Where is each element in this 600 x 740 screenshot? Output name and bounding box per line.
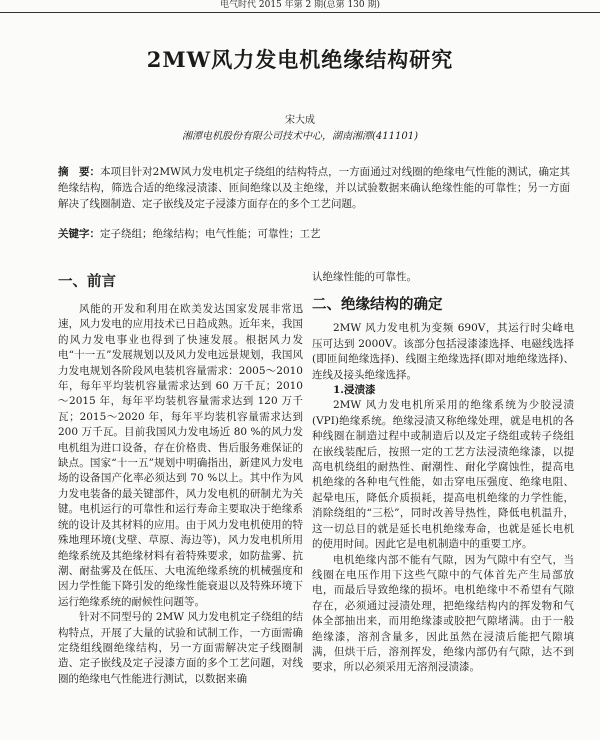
keywords xyxy=(58,226,570,242)
section-1-heading: 一、前言 xyxy=(58,274,116,290)
author: 宋大成 xyxy=(285,115,315,126)
abstract-text: 本项目针对2MW风力发电机定子绕组的结构特点，一方面通过对线圈的绝缘电气性能的测试，确定其绝缘结构，筛选合适的绝缘浸渍漆、匝间绝缘以及主绝缘，并以试验数据来确认绝缘性能的可靠性；另一方面解决了线圈制造、定子嵌线及定子浸漆方面存在的多个工艺问题。 xyxy=(58,166,570,210)
subsection-heading: 1.浸渍漆 xyxy=(333,384,376,397)
running-head: 电气时代 2015 年第 2 期(总第 130 期) xyxy=(0,0,600,13)
affiliation: 湘潭电机股份有限公司技术中心，湖南湘潭(411101) xyxy=(182,131,418,142)
paper-title: 2MW风力发电机绝缘结构研究 xyxy=(146,47,454,72)
abstract-label: 摘 要： xyxy=(58,166,101,178)
body-paragraph: 针对不同型号的 2MW 风力发电机定子绕组的结构特点，开展了大量的试验和试制工作，一方面需确定绕组线圈绝缘结构，另一方面需解决定子线圈制造、定子嵌线及定子浸漆方面的多个工艺问题，对线圈的绝缘电气性能进行测试，以数据来确 xyxy=(58,611,303,685)
right-column xyxy=(312,270,574,676)
body-paragraph-continued: 认绝缘性能的可靠性。 xyxy=(312,271,417,283)
left-column xyxy=(58,272,303,687)
abstract xyxy=(58,164,570,212)
body-paragraph: 风能的开发和利用在欧美发达国家发展非常迅速，风力发电的应用技术已日趋成熟。近年来，我国的风力发电事业也得到了快速发展。根据风力发电“十一五”发展规划以及风力发电远景规划，我国风力发电规划各阶段风电装机容量需求：2005～2010 年，每年平均装机容量需求达到 60 万千瓦；2010～2015 年，每年平均装机容量需求达到 120 万千瓦；2015～2020 年，每年平均装机容量需求达到 200 万千瓦。目前我国风力发电场近 80 %的风力发电机组为进口设备，存在价格贵、售后服务难保证的缺点。国家“十一五”规划中明确指出，新建风力发电场的设备国产化率必须达到 70 %以上。其中作为风力发电装备的最关键部件，风力发电机的研制尤为关键。电机运行的可靠性和运行寿命主要取决于绝缘系统的设计及其材料的应用。由于风力发电机使用的特殊地理环境(戈壁、草原、海边等)，风力发电机所用绝缘系统及其绝缘材料有着特殊要求，如防盐雾、抗潮、耐盐雾及在低压、大电流绝缘系统的机械强度和因力学性能下降引发的绝缘性能衰退以及特殊环境下运行绝缘系统的耐候性问题等。 xyxy=(58,303,303,608)
body-paragraph: 2MW 风力发电机为变频 690V，其运行时尖峰电压可达到 2000V。该部分包括浸漆漆选择、电磁线选择(即匝间绝缘选择)、线圈主绝缘选择(即对地绝缘选择)、连线及接头绝缘选择。 xyxy=(312,322,574,381)
section-2-heading: 二、绝缘结构的确定 xyxy=(312,297,443,314)
keywords-text: 定子绕组；绝缘结构；电气性能；可靠性；工艺 xyxy=(100,228,321,240)
keywords-label: 关键字： xyxy=(58,228,100,240)
body-paragraph: 电机绝缘内部不能有气隙，因为气隙中有空气，当线圈在电压作用下这些气隙中的气体首先产生局部放电，而最后导致绝缘的损坏。电机绝缘中不希望有气隙存在，必须通过浸渍处理，把绝缘结构内的挥发物和气体全部抽出来，而用绝缘漆或胶把气隙堵满。由于一般绝缘漆，溶剂含量多，因此虽然在浸渍后能把气隙填满，但烘干后，溶剂挥发，绝缘内部仍有气隙，达不到要求，所以必须采用无溶剂浸渍漆。 xyxy=(312,553,574,674)
body-paragraph: 2MW 风力发电机所采用的绝缘系统为少胶浸渍(VPI)绝缘系统。绝缘浸渍又称绝缘处理，就是电机的各种线圈在制造过程中或制造后以及定子绕组或转子绕组在嵌线装配后，按照一定的工艺方法浸渍绝缘漆，以提高电机绕组的耐热性、耐潮性、耐化学腐蚀性，提高电机绝缘的各种电气性能，如击穿电压强度、绝缘电阻、起晕电压，降低介质损耗，提高电机绝缘的力学性能，消除绕组的“三松”，同时改善导热性，降低电机温升，这一切总目的就是延长电机绝缘寿命，也就是延长电机的使用时间。因此它是电机制造中的重要工序。 xyxy=(312,399,574,551)
